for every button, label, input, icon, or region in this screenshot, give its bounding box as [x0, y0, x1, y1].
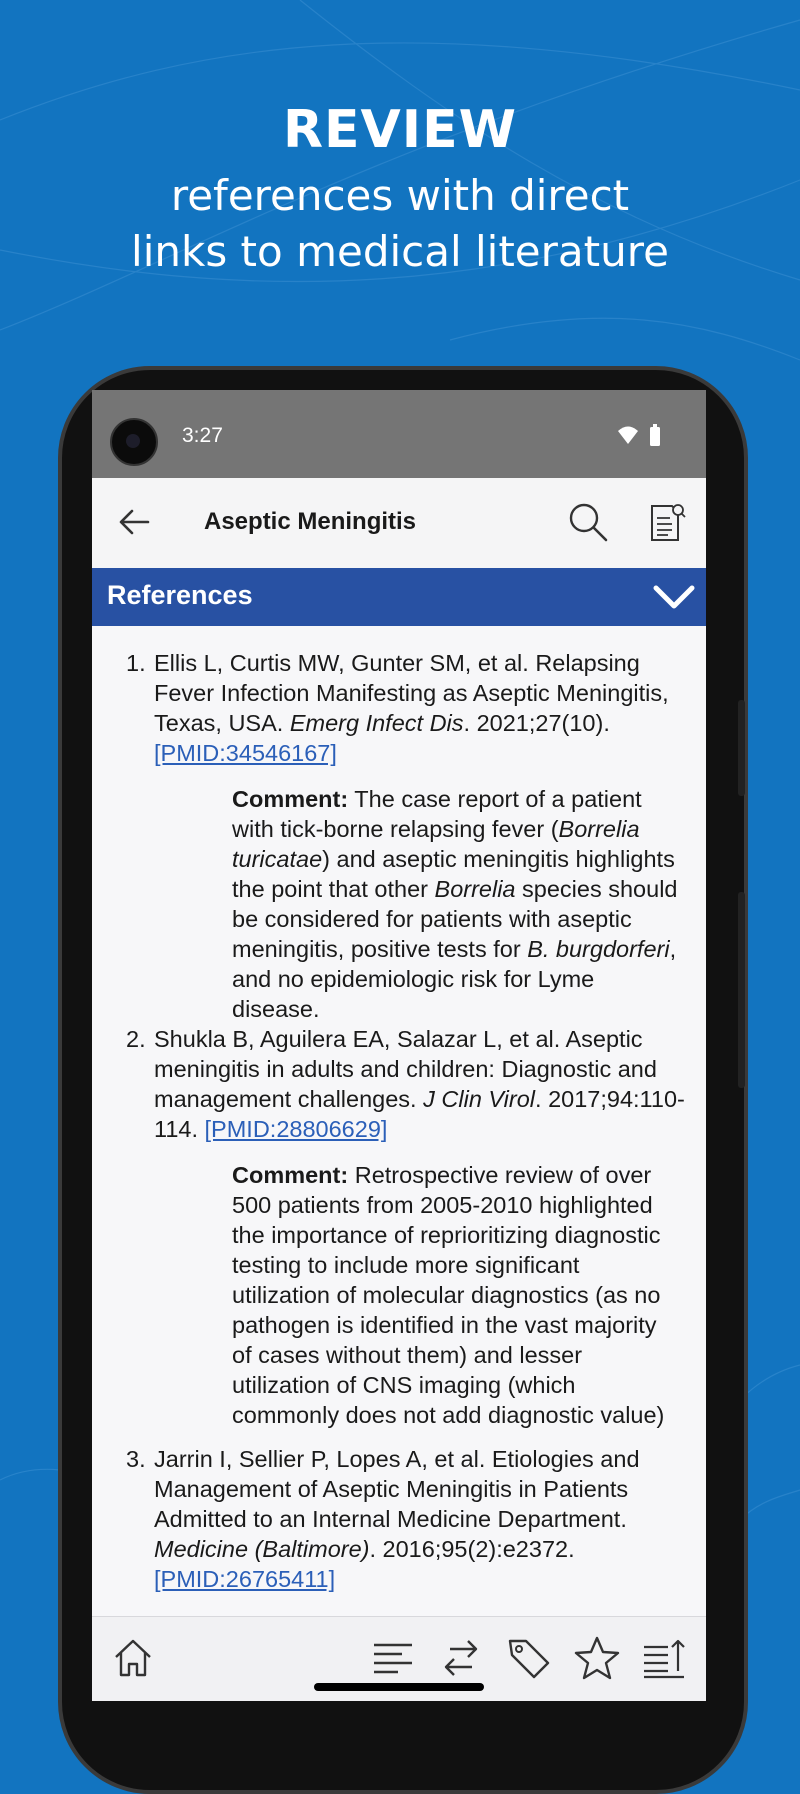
- swap-arrows-icon[interactable]: [436, 1633, 486, 1683]
- camera-icon: [110, 418, 158, 466]
- star-icon[interactable]: [572, 1633, 622, 1683]
- reference-citation: Jarrin I, Sellier P, Lopes A, et al. Etiologies and Management of Aseptic Meningitis in Patients Admitted to an Internal Medicine Department. Medicine (Baltimore). 2016;95(2):e2372. [PMID:26765411]: [154, 1446, 640, 1592]
- reference-number: 2.: [126, 1026, 146, 1052]
- reference-comment: Comment: The case report of a patient with tick-borne relapsing fever (Borrelia turicatae) and aseptic meningitis highlights the point that other Borrelia species should be considered for patients with aseptic meningitis, positive tests for B. burgdorferi, and no epidemiologic risk for Lyme disease.: [232, 786, 678, 1022]
- reference-item: [92, 1024, 706, 1442]
- promo-title: REVIEW: [282, 100, 518, 160]
- reference-citation: Shukla B, Aguilera EA, Salazar L, et al. Aseptic meningitis in adults and children: Diagnostic and management challenges. J Clin Virol. 2017;94:110-114. [PMID:28806629]: [154, 1026, 685, 1142]
- reference-number: 1.: [126, 650, 146, 676]
- pmid-link[interactable]: [PMID:26765411]: [154, 1566, 336, 1592]
- references-section-header[interactable]: [92, 568, 706, 626]
- home-icon[interactable]: [108, 1633, 158, 1683]
- reference-citation: Ellis L, Curtis MW, Gunter SM, et al. Relapsing Fever Infection Manifesting as Aseptic Meningitis, Texas, USA. Emerg Infect Dis. 2021;27(10). [PMID:34546167]: [154, 650, 669, 766]
- status-bar: [92, 390, 706, 478]
- page-title: Aseptic Meningitis: [204, 508, 417, 535]
- app-bar: [92, 478, 706, 568]
- promo-header: [0, 92, 800, 280]
- document-search-icon[interactable]: [648, 500, 688, 544]
- status-time: 3:27: [182, 424, 223, 447]
- reference-comment: Comment: Retrospective review of over 500 patients from 2005-2010 highlighted the importance of reprioritizing diagnostic testing to include more significant utilization of molecular diagnostics (as no pathogen is identified in the vast majority of cases without them) and lesser utilization of CNS imaging (which commonly does not add diagnostic value): [232, 1162, 665, 1428]
- references-list: [92, 626, 706, 1616]
- reference-number: 3.: [126, 1446, 146, 1472]
- promo-subtitle-line2: links to medical literature: [131, 227, 669, 276]
- reference-item: [92, 648, 706, 1036]
- search-icon[interactable]: [566, 500, 610, 544]
- phone-side-button: [738, 700, 745, 796]
- tag-icon[interactable]: [504, 1633, 554, 1683]
- chevron-down-icon[interactable]: [652, 580, 696, 614]
- arrow-left-icon[interactable]: [114, 502, 154, 542]
- section-title: References: [107, 580, 253, 610]
- phone-volume-button: [738, 892, 745, 1088]
- promo-subtitle-line1: references with direct: [170, 171, 630, 220]
- pmid-link[interactable]: [PMID:34546167]: [154, 740, 337, 766]
- pmid-link[interactable]: [PMID:28806629]: [204, 1116, 388, 1142]
- phone-screen: [92, 390, 706, 1700]
- outline-list-icon[interactable]: [368, 1633, 418, 1683]
- home-indicator: [314, 1683, 484, 1691]
- sort-list-icon[interactable]: [640, 1633, 690, 1683]
- wifi-battery-icon: [616, 424, 666, 448]
